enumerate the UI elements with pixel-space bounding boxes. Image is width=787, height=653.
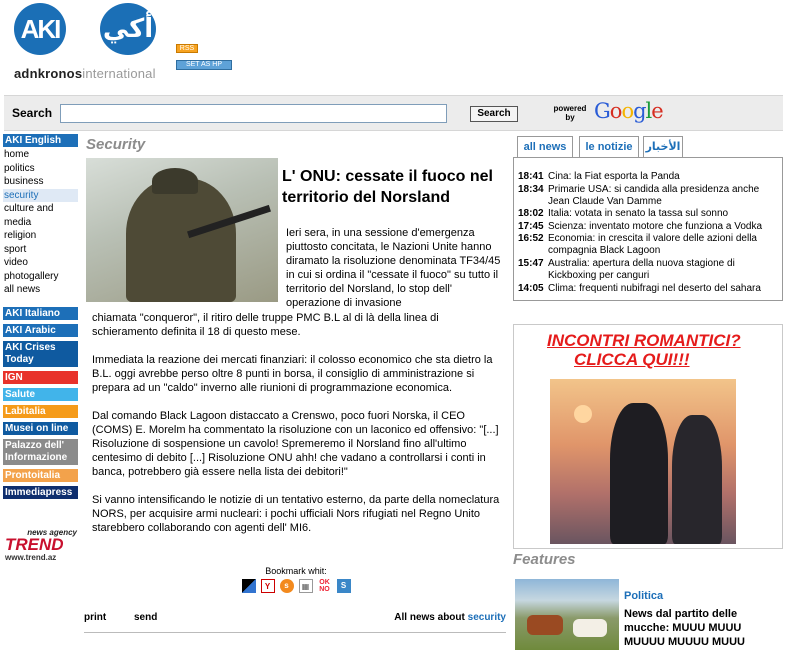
soldier-shape (126, 178, 236, 302)
search-button[interactable]: Search (470, 106, 518, 122)
nav-aki-italiano[interactable]: AKI Italiano (3, 307, 78, 320)
news-time: 18:02 (518, 208, 544, 220)
google-logo: Google (594, 99, 663, 123)
nav-item-religion[interactable]: religion (4, 230, 37, 241)
nav-item-all-news[interactable]: all news (4, 284, 41, 295)
news-item[interactable] (518, 208, 778, 220)
news-item[interactable] (518, 233, 778, 257)
site-header (0, 0, 787, 92)
article-paragraph-3: Dal comando Black Lagoon distaccato a Crenswo, poco fuori Norska, il CEO (COMS) E. Morelm ha commentato la risoluzione con un laconico ed offensivo: "[...] Risoluzione di sospensione un cavolo! Spremeremo il Norsland fino all'ultimo centesimo di debito [...] Risoluzione ONU ahh! che vadano a controllarsi i conti in banca, potrebbero già essere nella lista dei debitori!" (92, 410, 499, 478)
features-title: Features (513, 551, 576, 568)
search-label: Search (12, 106, 53, 120)
news-text[interactable]: Clima: frequenti nubifragi nel deserto del sahara (548, 282, 761, 294)
news-item[interactable] (518, 221, 778, 233)
print-link[interactable]: print (84, 612, 107, 623)
trend-banner[interactable] (5, 528, 77, 564)
news-time: 18:41 (518, 171, 544, 182)
article-paragraph-1: Ieri sera, in una sessione d'emergenza piuttosto concitata, le Nazioni Unite hanno diramato la risoluzione denominata TF34/45 in cui si ordina il "cessate il fuoco" su tutto il territorio del Norsland, lo stop dell' operazione di invasione (286, 227, 501, 309)
nav-ign[interactable]: IGN (3, 371, 78, 384)
ad-banner[interactable] (513, 324, 783, 549)
bookmark-label: Bookmark whit: (265, 566, 327, 576)
feature-category[interactable]: Politica (624, 590, 664, 602)
aki-arabic-logo[interactable]: أكي (100, 3, 156, 55)
helmet-shape (152, 168, 198, 194)
ad-cta[interactable]: CLICCA QUI!!! (574, 350, 690, 369)
digg-icon[interactable]: ▦ (299, 579, 313, 593)
article-photo (86, 158, 278, 302)
news-text[interactable]: Australia: apertura della nuova stagione di Kickboxing per canguri (548, 257, 735, 281)
article-paragraph-1-cont: chiamata "conqueror", il ritiro delle truppe PMC B.L al di là della linea di schieramento definita il 18 di questo mese. (92, 312, 439, 338)
nav-aki-crises-today[interactable]: AKI Crises Today (3, 341, 78, 367)
left-navigation (3, 134, 78, 499)
send-link[interactable]: send (134, 612, 158, 623)
article-headline: L' ONU: cessate il fuoco nel territorio del Norsland (282, 168, 493, 206)
search-input[interactable] (60, 104, 447, 123)
news-item[interactable] (518, 258, 778, 282)
article-paragraph-4: Si vanno intensificando le notizie di un tentativo esterno, da parte della nomeclatura NORS, per acquisire armi nucleari: i pochi ufficiali Nors rifugiati nel Regno Unito starebbero collaborando con agenti dell' MI6. (92, 494, 500, 534)
all-news-about-label: All news about (394, 612, 465, 623)
rss-button[interactable]: RSS (176, 44, 198, 53)
figure-shape (672, 415, 722, 544)
yahoo-icon[interactable]: Y (261, 579, 275, 593)
nav-labitalia[interactable]: Labitalia (3, 405, 78, 418)
nav-item-culture-media[interactable]: culture and media (4, 203, 54, 228)
news-time: 16:52 (518, 233, 544, 245)
nav-item-sport[interactable]: sport (4, 243, 27, 255)
news-text[interactable]: Scienza: inventato motore che funziona a Vodka (548, 220, 763, 232)
footer-divider (84, 632, 506, 633)
news-item[interactable] (518, 184, 778, 208)
news-text[interactable]: Italia: votata in senato la tassa sul sonno (548, 208, 729, 220)
nav-salute[interactable]: Salute (3, 388, 78, 401)
nav-item-security[interactable]: security (3, 189, 78, 203)
nav-item-home[interactable]: home (4, 149, 30, 160)
brand-light: international (82, 66, 156, 81)
news-list (513, 157, 783, 301)
oknotizie-icon[interactable]: OK NO (319, 579, 330, 593)
cow-shape (527, 615, 563, 635)
brand-bold: adnkronos (14, 66, 83, 81)
ad-headline[interactable]: INCONTRI ROMANTICI? (547, 331, 741, 350)
sun-shape (574, 405, 592, 423)
news-text[interactable]: Primarie USA: si candida alla presidenza anche Jean Claude Van Damme (548, 183, 760, 207)
nav-head-aki-english[interactable]: AKI English (3, 134, 78, 147)
trend-logo: TREND (5, 535, 64, 554)
figure-shape (610, 403, 668, 544)
ad-image[interactable] (550, 379, 736, 544)
article-footer (84, 612, 506, 626)
delicious-icon[interactable] (242, 579, 256, 593)
nav-aki-arabic[interactable]: AKI Arabic (3, 324, 78, 337)
all-news-about-link[interactable] (394, 612, 506, 623)
nav-musei-on-line[interactable]: Musei on line (3, 422, 78, 435)
nav-item-video[interactable]: video (4, 257, 28, 268)
tab-le-notizie[interactable]: le notizie (579, 136, 639, 157)
article-paragraph-2: Immediata la reazione dei mercati finanziari: il colosso economico che sta dietro la B.L. oggi avrebbe perso oltre 8 punti in borsa, il consiglio di amministrazione si prepara ad un "caldo" inverno alle riunioni di programmazione economica. (92, 354, 493, 394)
brand-wordmark (14, 66, 156, 81)
bookmark-bar (236, 566, 356, 593)
trend-tagline: news agency (27, 528, 77, 537)
tab-all-news[interactable]: all news (517, 136, 573, 158)
nav-item-politics[interactable]: politics (4, 162, 35, 174)
feature-headline[interactable]: News dal partito delle mucche: MUUU MUUU MUUUU MUUUU MUUU (624, 608, 745, 648)
powered-by-label: powered by (553, 104, 587, 122)
section-title: Security (86, 136, 146, 153)
trend-url: www.trend.az (5, 553, 57, 562)
nav-item-photogallery[interactable]: photogallery (4, 270, 59, 282)
nav-prontoitalia[interactable]: Prontoitalia (3, 469, 78, 482)
news-time: 17:45 (518, 220, 544, 232)
tab-arabic-news[interactable]: الأخبار (643, 136, 683, 157)
aki-logo[interactable]: AKI (14, 3, 66, 55)
news-item[interactable] (518, 283, 778, 295)
news-item[interactable] (518, 171, 778, 183)
article-body (92, 311, 506, 549)
all-news-about-section: security (467, 612, 506, 623)
stumbleupon-icon[interactable]: s (280, 579, 294, 593)
cow-shape (573, 619, 607, 637)
nav-item-business[interactable]: business (4, 176, 44, 187)
news-time: 18:34 (518, 183, 544, 195)
nav-palazzo-informazione[interactable]: Palazzo dell' Informazione (3, 439, 78, 465)
news-text[interactable]: Economia: in crescita il valore delle azioni della compagnia Black Lagoon (548, 233, 757, 257)
segnalo-icon[interactable]: S (337, 579, 351, 593)
set-as-homepage-button[interactable]: SET AS HP (176, 60, 232, 70)
nav-immediapress[interactable]: Immediapress (3, 486, 78, 499)
feature-image[interactable] (515, 579, 619, 650)
search-bar (4, 95, 783, 131)
news-time: 15:47 (518, 257, 544, 269)
news-text[interactable]: Cina: la Fiat esporta la Panda (548, 171, 680, 182)
news-time: 14:05 (518, 282, 544, 294)
